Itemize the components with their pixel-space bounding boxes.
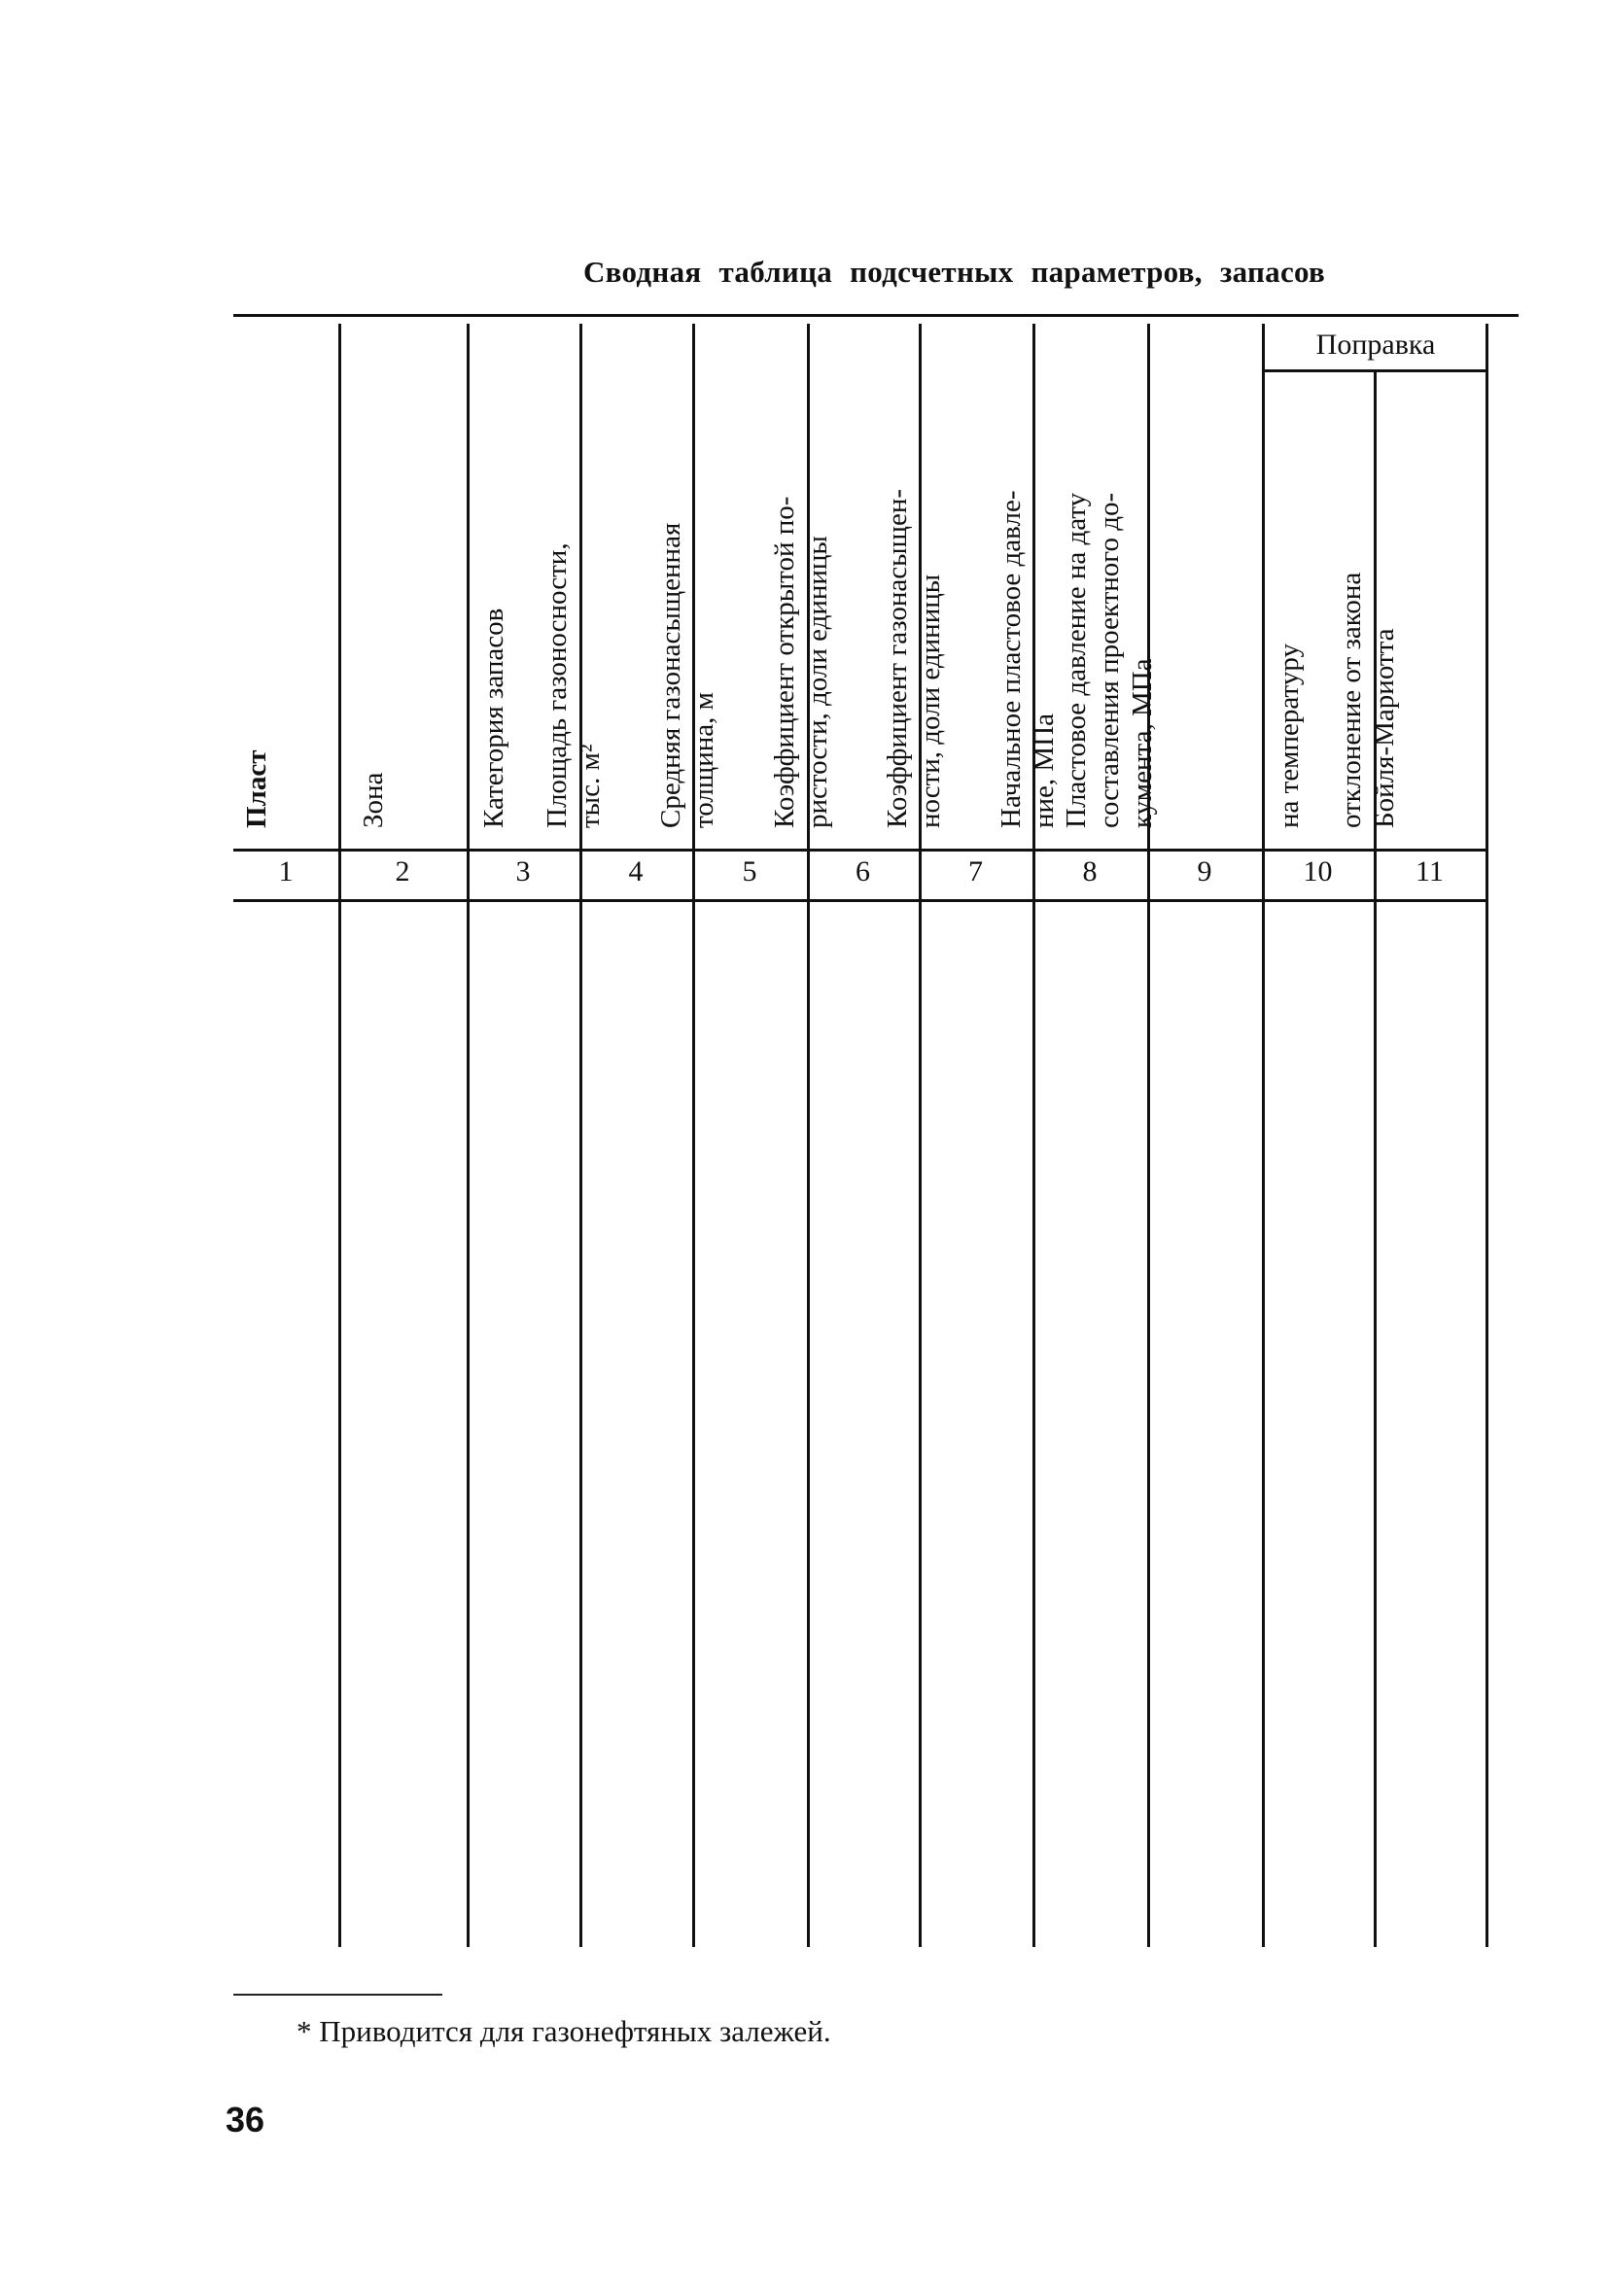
number-row-bottom-rule [233, 899, 1487, 902]
column-header-line: Бойля-Мариотта [1368, 628, 1400, 828]
column-header-line: кумента, МПа [1127, 658, 1158, 828]
footnote-rule [233, 1994, 442, 1996]
column-number-4: 4 [628, 855, 644, 887]
column-header-text [1273, 644, 1306, 828]
column-header-line: Коэффициент открытой по- [768, 496, 800, 828]
column-header-line: Пластовое давление на дату [1061, 492, 1092, 828]
column-divider [338, 324, 341, 1947]
column-header-text [1060, 493, 1159, 828]
column-header-line: Начальное пластовое давле- [996, 490, 1027, 828]
column-header-line: ристости, доли единицы [801, 536, 833, 828]
column-divider [467, 324, 470, 1947]
column-number-2: 2 [395, 855, 410, 887]
column-header-text [240, 750, 273, 828]
column-header-line: толщина, м [688, 692, 719, 828]
column-header-line: тыс. м² [575, 744, 606, 828]
page-number: 36 [226, 2100, 265, 2139]
column-number-9: 9 [1197, 855, 1212, 887]
column-number-3: 3 [515, 855, 531, 887]
column-number-8: 8 [1082, 855, 1098, 887]
column-header-text [995, 491, 1061, 829]
table-top-rule [233, 314, 1519, 317]
column-header-line: отклонение от закона [1335, 572, 1367, 828]
column-number-7: 7 [968, 855, 983, 887]
column-header-text [541, 542, 607, 828]
column-header-text [477, 609, 510, 828]
column-header-line: Площадь газоносности, [542, 542, 573, 828]
header-bottom-rule [233, 849, 1487, 852]
column-header-text [768, 497, 834, 828]
column-divider [1262, 324, 1265, 1947]
column-header-line: Коэффициент газонасыщен- [881, 489, 913, 828]
column-divider [1486, 324, 1488, 1947]
column-number-10: 10 [1303, 855, 1333, 887]
column-number-6: 6 [856, 855, 870, 887]
column-header-text [654, 523, 720, 828]
column-header-text [357, 773, 390, 828]
footnote: * Приводится для газонефтяных залежей. [297, 2014, 831, 2048]
column-header-line: составления проектного до- [1094, 492, 1125, 828]
column-header-text [1335, 573, 1401, 828]
column-number-11: 11 [1416, 855, 1444, 887]
column-header-line: Категория запасов [478, 608, 509, 828]
column-header-line: на температуру [1273, 644, 1305, 828]
column-number-5: 5 [742, 855, 757, 887]
page-title: Сводная таблица подсчетных параметров, запасов [583, 255, 1326, 289]
column-header-line: ности, доли единицы [914, 574, 946, 828]
column-header-line: ние, МПа [1029, 713, 1060, 828]
column-header-line: Зона [358, 772, 389, 828]
column-header-text [881, 489, 947, 828]
column-number-1: 1 [278, 855, 294, 887]
column-header-line: Пласт [241, 749, 272, 828]
correction-group-header: Поправка [1315, 329, 1436, 361]
column-header-line: Средняя газонасыщенная [655, 522, 686, 828]
